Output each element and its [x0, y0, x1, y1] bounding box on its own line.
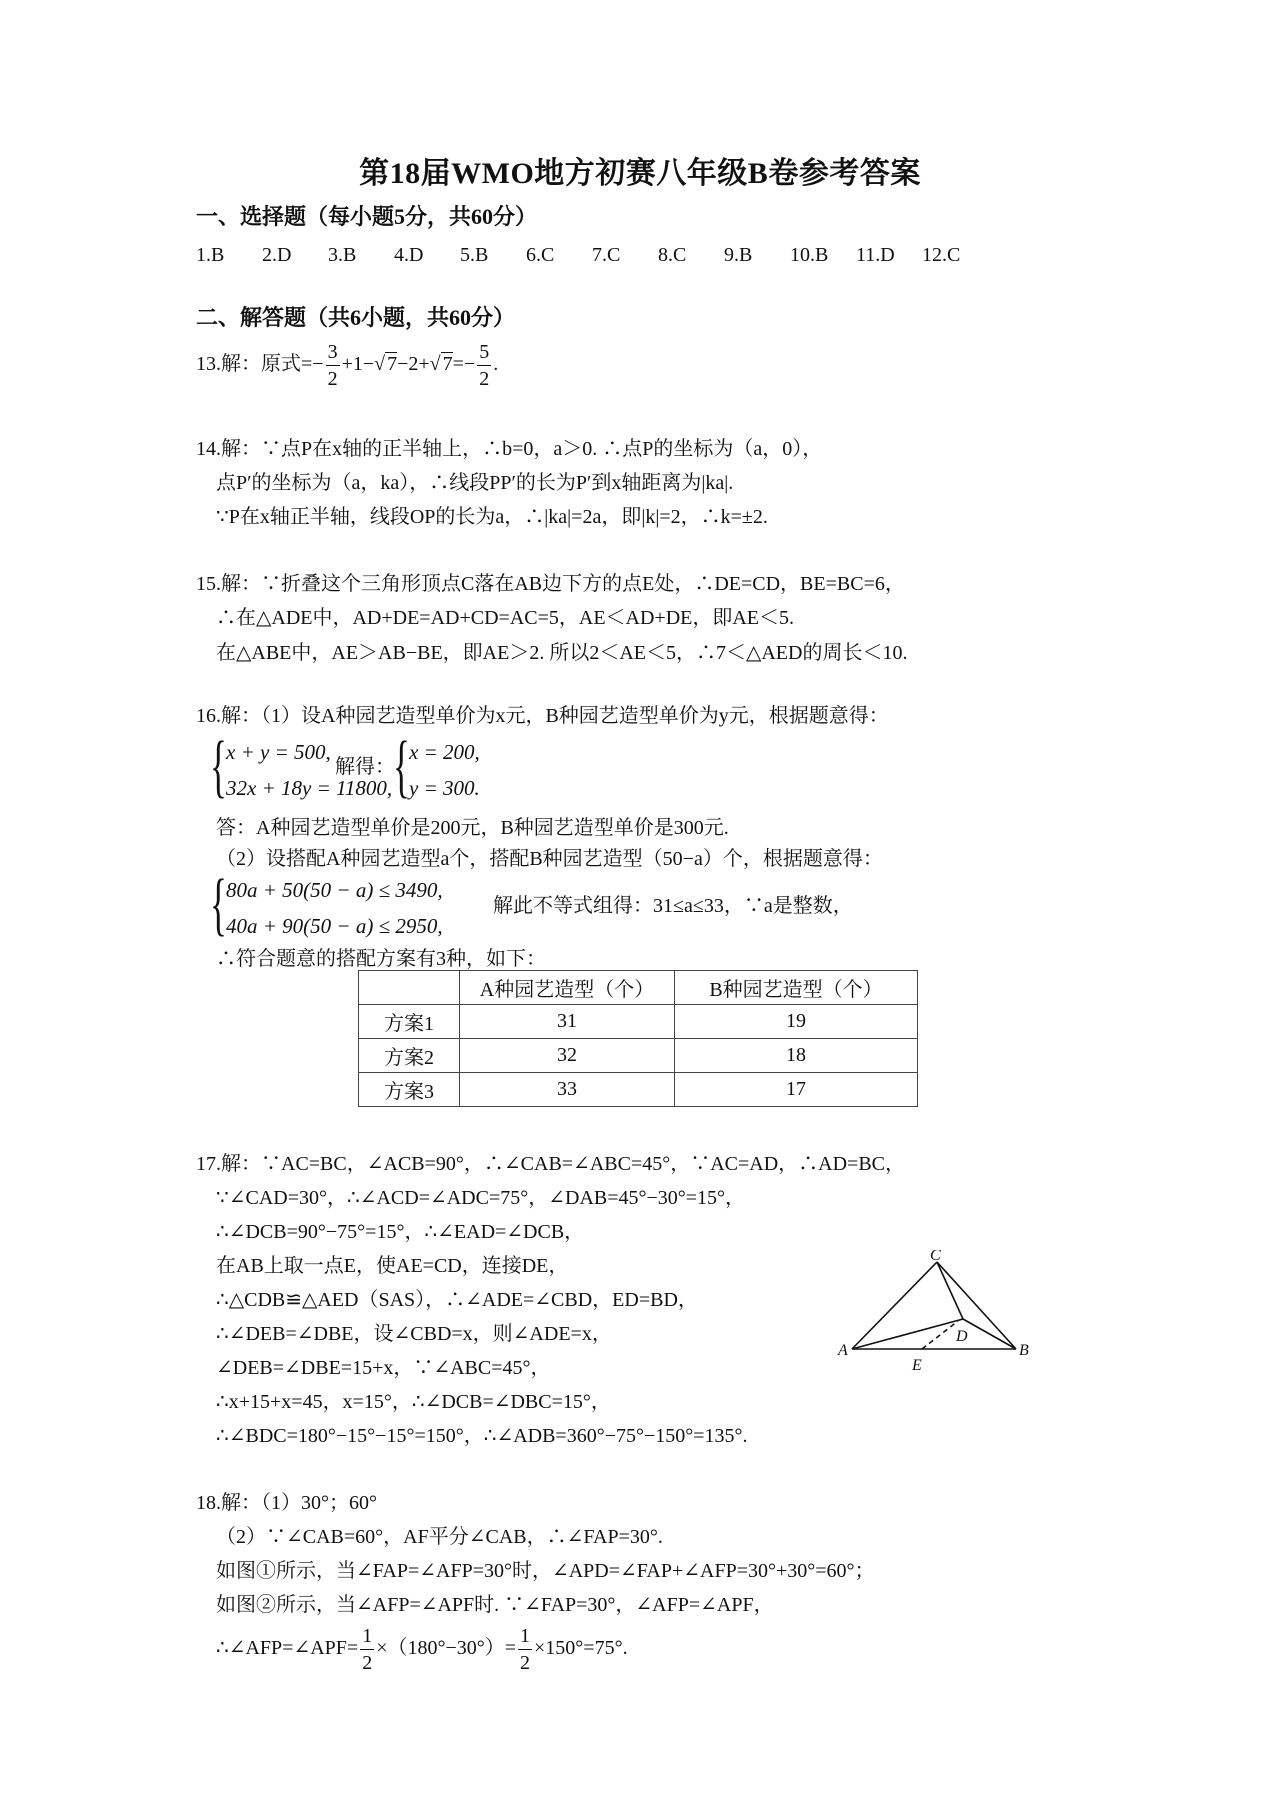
answer-11: 11.D — [856, 244, 895, 266]
label-e: E — [912, 1357, 922, 1374]
page-title: 第18届WMO地方初赛八年级B卷参考答案 — [359, 157, 921, 190]
q17-line-5: ∴△CDB≌△AED（SAS），∴∠ADE=∠CBD，ED=BD， — [216, 1289, 698, 1311]
table-header-row — [359, 971, 918, 1005]
q17-line-4: 在AB上取一点E，使AE=CD，连接DE， — [216, 1255, 569, 1277]
fraction: $\frac{5}{2}$ — [479, 341, 490, 390]
q16-line-1: 16.解：（1）设A种园艺造型单价为x元，B种园艺造型单价为y元，根据题意得： — [196, 705, 889, 727]
fraction: $\frac{3}{2}$ — [327, 341, 338, 390]
q17-line-3: ∴∠DCB=90°−75°=15°，∴∠EAD=∠DCB， — [216, 1221, 585, 1243]
section2-heading: 二、解答题（共6小题，共60分） — [196, 305, 516, 330]
column-header: A种园艺造型（个） — [460, 971, 675, 1005]
answer-8: 8.C — [658, 244, 687, 266]
q17-line-6: ∴∠DEB=∠DBE，设∠CBD=x，则∠ADE=x， — [216, 1323, 612, 1345]
answer-12: 12.C — [922, 244, 961, 266]
q17-line-2: ∵∠CAD=30°，∴∠ACD=∠ADC=75°，∠DAB=45°−30°=15°， — [216, 1187, 746, 1209]
q14-line-3: ∵P在x轴正半轴，线段OP的长为a，∴|ka|=2a，即|k|=2，∴k=±2. — [216, 506, 768, 528]
q17-line-1: 17.解：∵AC=BC，∠ACB=90°，∴∠CAB=∠ABC=45°，∵AC=AD，∴AD=BC， — [196, 1153, 906, 1175]
answer-3: 3.B — [328, 244, 357, 266]
table-row: 方案1 31 19 — [359, 1005, 918, 1039]
answer-6: 6.C — [526, 244, 555, 266]
answer-7: 7.C — [592, 244, 621, 266]
q17-line-8: ∴x+15+x=45，x=15°，∴∠DCB=∠DBC=15°， — [216, 1391, 611, 1413]
answer-4: 4.D — [394, 244, 424, 266]
fraction: $\frac{1}{2}$ — [520, 1625, 531, 1674]
q17-line-7: ∠DEB=∠DBE=15+x，∵∠ABC=45°， — [216, 1357, 551, 1379]
q13-prefix: 13.解：原式=− — [196, 353, 324, 376]
section1-heading: 一、选择题（每小题5分，共60分） — [196, 204, 538, 229]
q16-answer: 答：A种园艺造型单价是200元，B种园艺造型单价是300元. — [216, 817, 729, 839]
q18-line-4: 如图②所示，当∠AFP=∠APF时. ∵∠FAP=30°，∠AFP=∠APF， — [216, 1594, 774, 1616]
q16-conclusion: ∴符合题意的搭配方案有3种，如下： — [216, 948, 546, 970]
q18-line-2: （2）∵∠CAB=60°，AF平分∠CAB，∴∠FAP=30°. — [216, 1526, 663, 1548]
q15-line-3: 在△ABE中，AE＞AB−BE，即AE＞2. 所以2＜AE＜5，∴7＜△AED的周长＜10. — [216, 642, 908, 664]
table-row: 方案3 33 17 — [359, 1073, 918, 1107]
label-a: A — [838, 1342, 848, 1359]
q13-solution: 13.解：原式=− $\frac{3}{2}$ +1−√ 7−2+√ 7=− $\frac{5}{2}$ . — [196, 341, 499, 390]
label-b: B — [1019, 1342, 1029, 1359]
brace-icon: { — [210, 728, 227, 805]
q16-part2: （2）设搭配A种园艺造型a个，搭配B种园艺造型（50−a）个，根据题意得： — [216, 848, 883, 870]
q14-line-2: 点P′的坐标为（a，ka），∴线段PP′的长为P′到x轴距离为|ka|. — [216, 472, 734, 494]
sqrt: 7 — [442, 353, 453, 376]
brace-icon: { — [393, 728, 410, 805]
brace-icon: { — [210, 866, 227, 943]
choice-answers — [196, 242, 988, 268]
column-header: B种园艺造型（个） — [675, 971, 918, 1005]
answer-10: 10.B — [790, 244, 829, 266]
answer-2: 2.D — [262, 244, 292, 266]
answer-1: 1.B — [196, 244, 225, 266]
fraction: $\frac{1}{2}$ — [362, 1625, 373, 1674]
answer-9: 9.B — [724, 244, 753, 266]
table-row: 方案2 32 18 — [359, 1039, 918, 1073]
sqrt: 7 — [387, 353, 398, 376]
q16-system-2-note: 解此不等式组得：31≤a≤33，∵a是整数， — [493, 895, 853, 917]
q17-line-9: ∴∠BDC=180°−15°−15°=150°，∴∠ADB=360°−75°−150°=135°. — [216, 1425, 748, 1447]
q14-line-1: 14.解：∵点P在x轴的正半轴上，∴b=0，a＞0. ∴点P的坐标为（a，0）， — [196, 438, 823, 460]
label-d: D — [956, 1328, 968, 1345]
q18-line-5: ∴∠AFP=∠APF= $\frac{1}{2}$ ×（180°−30°）= $\frac{1}{2}$ ×150°=75°. — [216, 1625, 628, 1674]
q18-line-3: 如图①所示，当∠FAP=∠AFP=30°时，∠APD=∠FAP+∠AFP=30°+30°=60°； — [216, 1560, 875, 1582]
q16-solve-label: 解得： — [335, 756, 395, 778]
label-c: C — [930, 1250, 941, 1264]
q18-line-1: 18.解：（1）30°；60° — [196, 1492, 377, 1514]
answer-5: 5.B — [460, 244, 489, 266]
q15-line-1: 15.解：∵折叠这个三角形顶点C落在AB边下方的点E处，∴DE=CD，BE=BC=6， — [196, 573, 905, 595]
triangle-figure — [830, 1250, 1050, 1380]
plan-table — [358, 970, 918, 1107]
q15-line-2: ∴在△ADE中，AD+DE=AD+CD=AC=5，AE＜AD+DE，即AE＜5. — [216, 607, 795, 629]
